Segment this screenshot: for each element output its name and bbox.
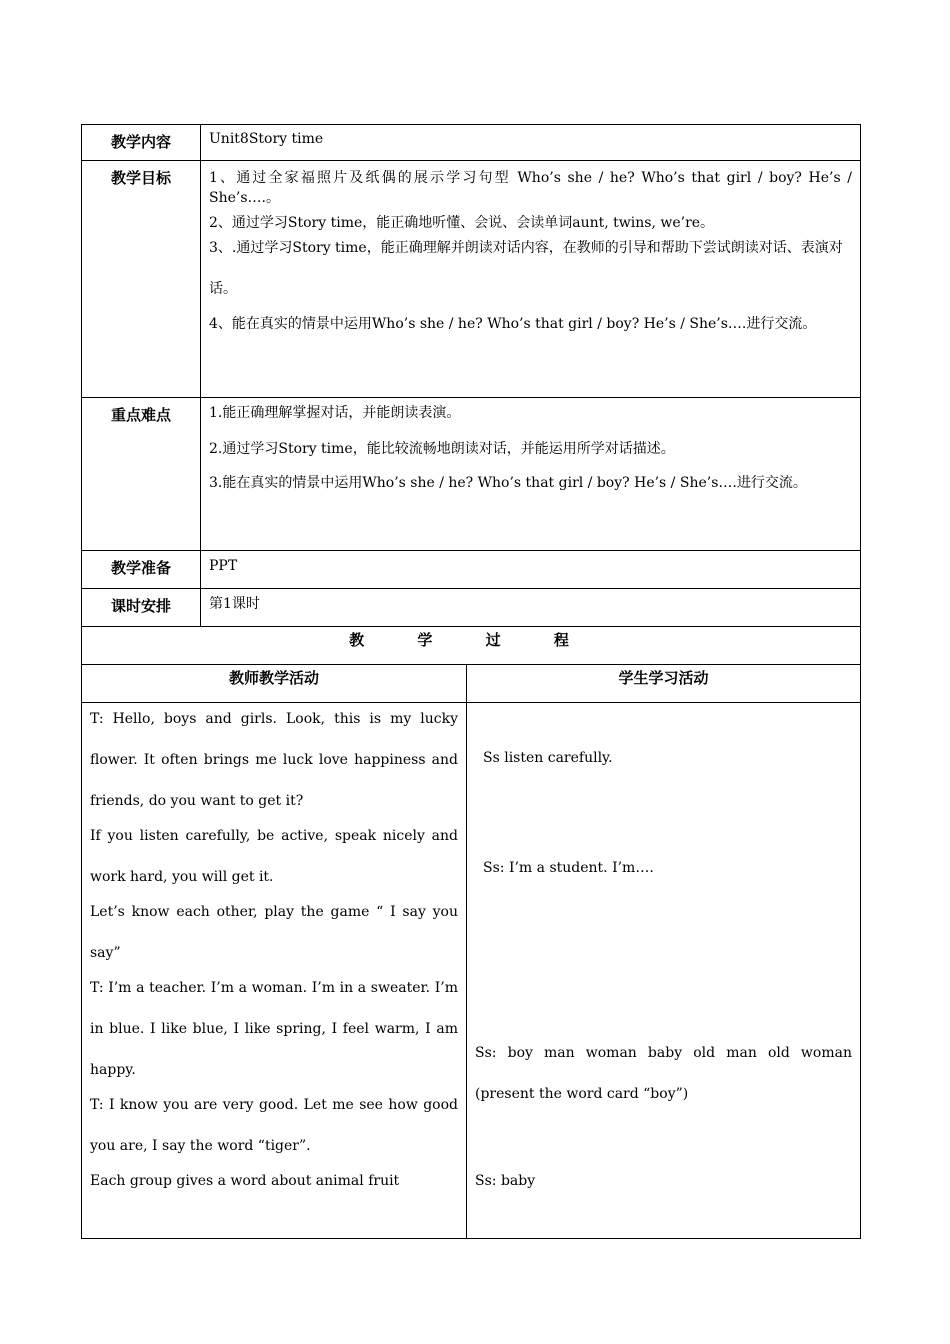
student-activity-line: Ss: boy man woman baby old man old woman (present the word card “boy”) <box>475 1045 852 1102</box>
row-content <box>82 125 861 161</box>
goal-item: 4、能在真实的情景中运用Who’s she / he? Who’s that girl / boy? He’s / She’s….进行交流。 <box>209 316 817 332</box>
process-title: 教 学 过 程 <box>82 627 861 665</box>
row-preparation <box>82 551 861 589</box>
key-point-item: 1.能正确理解掌握对话，并能朗读表演。 <box>209 405 461 421</box>
student-activities <box>467 703 861 1239</box>
row-process-headers <box>82 665 861 703</box>
row-schedule <box>82 589 861 627</box>
row-goals <box>82 161 861 398</box>
label-content: 教学内容 <box>82 125 201 161</box>
student-activity-line: Ss: baby <box>475 1173 536 1189</box>
goal-item: 3、.通过学习Story time，能正确理解并朗读对话内容，在教师的引导和帮助下尝试朗读对话、表演对话。 <box>209 240 843 297</box>
row-key-points <box>82 398 861 551</box>
label-preparation: 教学准备 <box>82 551 201 589</box>
teacher-activities <box>82 703 467 1239</box>
value-preparation: PPT <box>201 551 861 589</box>
value-content: Unit8Story time <box>201 125 861 161</box>
teacher-activity-header: 教师教学活动 <box>82 665 467 703</box>
teacher-activity-line: If you listen carefully, be active, speak nicely and work hard, you will get it. <box>90 828 458 885</box>
teacher-activity-line: Let’s know each other, play the game “ I say you say” <box>90 904 458 961</box>
teacher-activity-line: Each group gives a word about animal fruit <box>90 1173 400 1189</box>
goal-item: 1、通过全家福照片及纸偶的展示学习句型 Who’s she / he? Who’s that girl / boy? He’s / She’s….。 <box>209 170 852 206</box>
key-point-item: 2.通过学习Story time，能比较流畅地朗读对话，并能运用所学对话描述。 <box>209 441 675 457</box>
key-point-item: 3.能在真实的情景中运用Who’s she / he? Who’s that girl / boy? He’s / She’s….进行交流。 <box>209 475 807 491</box>
label-schedule: 课时安排 <box>82 589 201 627</box>
student-activity-line: Ss: I’m a student. I’m…. <box>483 860 654 876</box>
value-key-points <box>201 398 861 551</box>
teacher-activity-line: T: I know you are very good. Let me see how good you are, I say the word “tiger”. <box>90 1097 458 1154</box>
teacher-activity-line: T: Hello, boys and girls. Look, this is my lucky flower. It often brings me luck love happiness and friends, do you want to get it? <box>90 711 458 809</box>
lesson-plan-table <box>81 124 861 1239</box>
value-schedule: 第1课时 <box>201 589 861 627</box>
goal-item: 2、通过学习Story time，能正确地听懂、会说、会读单词aunt, twins, we’re。 <box>209 215 715 231</box>
row-process-content <box>82 703 861 1239</box>
value-goals <box>201 161 861 398</box>
student-activity-line: Ss listen carefully. <box>483 750 613 766</box>
student-activity-header: 学生学习活动 <box>467 665 861 703</box>
lesson-plan <box>81 124 860 1239</box>
label-goals: 教学目标 <box>82 161 201 398</box>
row-process-title <box>82 627 861 665</box>
teacher-activity-line: T: I’m a teacher. I’m a woman. I’m in a sweater. I’m in blue. I like blue, I like spring, I feel warm, I am happy. <box>90 980 458 1078</box>
label-key-points: 重点难点 <box>82 398 201 551</box>
